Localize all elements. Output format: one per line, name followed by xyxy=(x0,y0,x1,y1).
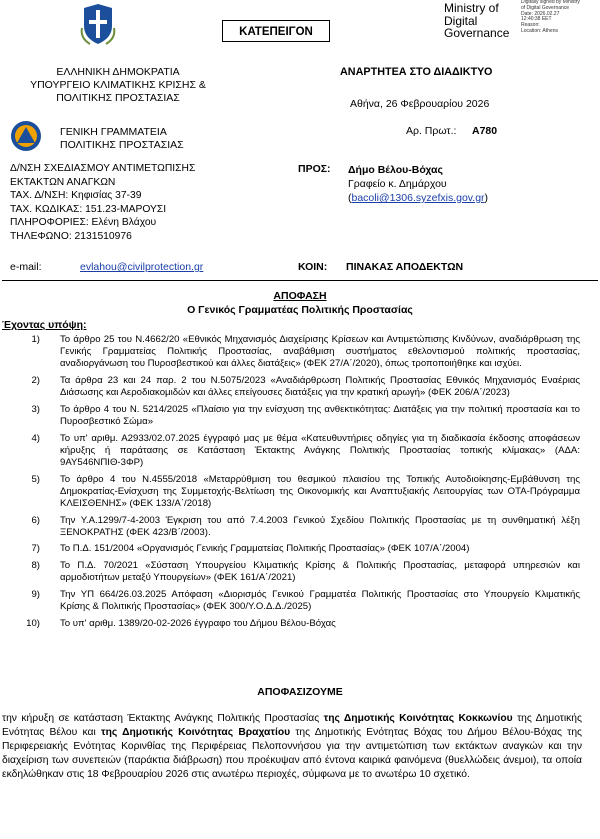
list-item xyxy=(20,560,580,584)
gov-line: ΥΠΟΥΡΓΕΙΟ ΚΛΙΜΑΤΙΚΗΣ ΚΡΙΣΗΣ & xyxy=(30,79,206,91)
ministry-line-3: Governance xyxy=(444,26,510,40)
item-number: 7) xyxy=(31,543,40,555)
urgent-label: ΚΑΤΕΠΕΙΓΟΝ xyxy=(222,20,330,42)
we-decide-heading: ΑΠΟΦΑΣΙΖΟΥΜΕ xyxy=(257,686,343,698)
item-number: 4) xyxy=(31,432,40,444)
digital-signature-details xyxy=(521,0,580,35)
ministry-line-2: Digital xyxy=(444,13,478,28)
signature-line: Reason: xyxy=(521,22,540,29)
ministry-line-1: Ministry of xyxy=(444,1,499,15)
recipient-details: Δήμο Βέλου-Βόχας Γραφείο κ. Δημάρχου (bacoli@1306.syzefxis.gov.gr) xyxy=(348,164,489,204)
item-number: 6) xyxy=(31,514,40,526)
government-header xyxy=(8,66,228,105)
sender-line: ΤΑΧ. Δ/ΝΣΗ: Κηφισίας 37-39 xyxy=(10,190,142,202)
protocol-label: Αρ. Πρωτ.: xyxy=(406,125,457,137)
sender-line: ΕΚΤΑΚΤΩΝ ΑΝΑΓΚΩΝ xyxy=(10,176,116,188)
list-item xyxy=(20,618,580,630)
body-text-part: της Δημοτικής Ενότητας Βέλου και xyxy=(2,713,582,738)
decision-title: ΑΠΟΦΑΣΗ xyxy=(273,290,327,302)
body-text-bold: της Δημοτικής Κοινότητας Βραχατίου xyxy=(101,727,291,738)
gov-line: ΠΟΛΙΤΙΚΗΣ ΠΡΟΣΤΑΣΙΑΣ xyxy=(56,92,180,104)
item-text: Τα άρθρα 23 και 24 παρ. 2 του Ν.5075/2023 «Αναδιάρθρωση Πολιτικής Προστασίας Εθνικός Μηχανισμός Εναέριας Διάσωσης και Αεροδιακομιδών και άλλες επείγουσες διατάξεις για την κρατική αρωγή» (ΦΕΚ 206/Α΄/2023) xyxy=(60,375,580,399)
cc-label: ΚΟΙΝ: xyxy=(298,261,328,273)
list-item xyxy=(20,543,580,555)
item-text: Το υπ' αριθμ. Α2933/02.07.2025 έγγραφό μας με θέμα «Κατευθυντήριες οδηγίες για τη διαδικασία έκδοσης αποφάσεων κήρυξης ή παράτασης σε Κατάσταση Έκτακτης Ανάγκης Πολιτικής Προστασίας τοπικής κλίμακας» (ΑΔΑ: 9ΑΥ546ΝΠΙΘ-3ΦΡ) xyxy=(60,432,580,468)
ministry-signature-name xyxy=(444,2,509,40)
divider xyxy=(2,280,598,281)
item-number: 2) xyxy=(31,375,40,386)
email-label: e-mail: xyxy=(10,261,42,273)
signature-line: 12:40:38 EET xyxy=(521,16,552,23)
sender-line: ΤΑΧ. ΚΩΔΙΚΑΣ: 151.23-ΜΑΡΟΥΣΙ xyxy=(10,203,167,215)
secretariat-name xyxy=(60,126,184,152)
greek-emblem-icon xyxy=(80,2,116,46)
sender-line: ΠΛΗΡΟΦΟΡΙΕΣ: Ελένη Βλάχου xyxy=(10,217,157,229)
considering-label: Έχοντας υπόψη: xyxy=(2,319,87,331)
to-label: ΠΡΟΣ: xyxy=(298,163,331,175)
secretariat-line: ΠΟΛΙΤΙΚΗΣ ΠΡΟΣΤΑΣΙΑΣ xyxy=(60,139,184,151)
item-number: 10) xyxy=(26,617,40,629)
item-text: Το άρθρο 4 του Ν. 5214/2025 «Πλαίσιο για την ενίσχυση της ανθεκτικότητας: Διατάξεις για την πολιτική προστασία και το Πυροσβεστικό Σώμα» xyxy=(60,403,580,427)
recipient-email-link[interactable]: bacoli@1306.syzefxis.gov.gr xyxy=(351,192,485,204)
item-number: 3) xyxy=(31,403,40,415)
list-item xyxy=(20,474,580,511)
document-date: Αθήνα, 26 Φεβρουαρίου 2026 xyxy=(350,98,490,110)
item-text: Την Υ.Α.1299/7-4-2003 Έγκριση του από 7.4.2003 Γενικού Σχεδίου Πολιτικής Προστασίας με τη συνθηματική λέξη ΞΕΝΟΚΡΑΤΗΣ (ΦΕΚ 423/Β΄/2003). xyxy=(60,514,580,538)
protocol-number: A780 xyxy=(472,125,498,137)
item-text: Την ΥΠ 664/26.03.2025 Απόφαση «Διορισμός Γενικού Γραμματέα Πολιτικής Προστασίας στο Υπουργείο Κλιματικής Κρίσης & Πολιτικής Προστασίας» (ΦΕΚ 300/Υ.Ο.Δ.Δ./2025) xyxy=(60,588,580,612)
cc-value: ΠΙΝΑΚΑΣ ΑΠΟΔΕΚΤΩΝ xyxy=(346,261,464,273)
post-online-label: ΑΝΑΡΤΗΤΕΑ ΣΤΟ ΔΙΑΔΙΚΤΥΟ xyxy=(340,66,493,78)
body-text-part: την κήρυξη σε κατάσταση Έκτακτης Ανάγκης Πολιτικής Προστασίας xyxy=(2,713,324,724)
body-text-bold: της Δημοτικής Κοινότητας Κοκκωνίου xyxy=(323,713,513,724)
decision-subtitle: Ο Γενικός Γραμματέας Πολιτικής Προστασίας xyxy=(187,304,413,316)
signature-line: Location: Athens xyxy=(521,27,558,34)
list-item xyxy=(20,404,580,428)
sender-details xyxy=(10,162,195,244)
body-text-part: της Δημοτικής Ενότητας Βόχας του Δήμου Βέλου-Βόχας της Περιφερειακής Ενότητας Κορινθίας της Περιφέρειας Πελοποννήσου για την αντιμετώπιση των εκτάκτων αναγκών και την διαχείριση των συνεπειών (παράκτια διάβρωση) που προέκυψαν από έντονα καιρικά φαινόμενα (θυελλώδεις άνεμοι), τα οποία εκδηλώθηκαν στις 18 Φεβρουαρίου 2026 στις ανωτέρω περιοχές, σύμφωνα με το ανωτέρω 10 σχετικό. xyxy=(2,727,583,780)
item-number: 9) xyxy=(31,588,40,600)
item-text: Το άρθρο 25 του Ν.4662/20 «Εθνικός Μηχανισμός Διαχείρισης Κρίσεων και Αντιμετώπισης Κινδύνων, αναδιάρθρωση της Γενικής Γραμματείας Πολιτικής Προστασίας, αναβάθμιση συστήματος εθελοντισμού πολιτικής προστασίας, αναδιοργάνωση του Πυροσβεστικού και άλλες διατάξεις» (ΦΕΚ 27/Α΄/2020), όπως τροποποιήθηκε και ισχύει. xyxy=(60,334,580,370)
signature-line: Date: 2026.02.27 xyxy=(521,10,560,17)
item-text: Το Π.Δ. 70/2021 «Σύσταση Υπουργείου Κλιματικής Κρίσης & Πολιτικής Προστασίας, μεταφορά υπηρεσιών και αρμοδιοτήτων μεταξύ Υπουργείων» (ΦΕΚ 161/Α΄/2021) xyxy=(60,559,580,584)
secretariat-line: ΓΕΝΙΚΗ ΓΡΑΜΜΑΤΕΙΑ xyxy=(60,126,167,138)
item-text: Το άρθρο 4 του Ν.4555/2018 «Μεταρρύθμιση του θεσμικού πλαισίου της Τοπικής Αυτοδιοίκησης-Εμβάθυνση της Δημοκρατίας-Ενίσχυση της Συμμετοχής-Βελτίωση της Οικονομικής και Αναπτυξιακής Λειτουργίας των ΟΤΑ-Πρόγραμμα ΚΛΕΙΣΘΕΝΗΣ» (ΦΕΚ 133/Α΄/2018) xyxy=(60,473,580,509)
item-number: 1) xyxy=(31,334,40,345)
item-text: Το Π.Δ. 151/2004 «Οργανισμός Γενικής Γραμματείας Πολιτικής Προστασίας» (ΦΕΚ 107/Α΄/2004) xyxy=(60,543,470,555)
recipient-name: Δήμο Βέλου-Βόχας xyxy=(348,164,443,176)
recipient-office: Γραφείο κ. Δημάρχου xyxy=(348,178,447,190)
considerations-list xyxy=(20,334,580,634)
sender-line: Δ/ΝΣΗ ΣΧΕΔΙΑΣΜΟΥ ΑΝΤΙΜΕΤΩΠΙΣΗΣ xyxy=(10,163,196,174)
list-item xyxy=(20,515,580,539)
civil-protection-logo-icon xyxy=(10,120,42,152)
list-item xyxy=(20,334,580,371)
item-number: 5) xyxy=(31,473,40,485)
item-text: Το υπ' αριθμ. 1389/20-02-2026 έγγραφο του Δήμου Βέλου-Βόχας xyxy=(60,617,336,629)
list-item xyxy=(20,433,580,470)
list-item xyxy=(20,589,580,613)
signature-line: of Digital Governance xyxy=(521,4,570,11)
list-item xyxy=(20,375,580,399)
gov-line: ΕΛΛΗΝΙΚΗ ΔΗΜΟΚΡΑΤΙΑ xyxy=(56,66,180,78)
item-number: 8) xyxy=(31,559,40,571)
decision-body xyxy=(2,712,582,782)
sender-line: ΤΗΛΕΦΩΝΟ: 2131510976 xyxy=(10,230,132,242)
signature-line: Digitally signed by Ministry xyxy=(521,0,580,5)
sender-email-link[interactable]: evlahou@civilprotection.gr xyxy=(80,261,204,273)
